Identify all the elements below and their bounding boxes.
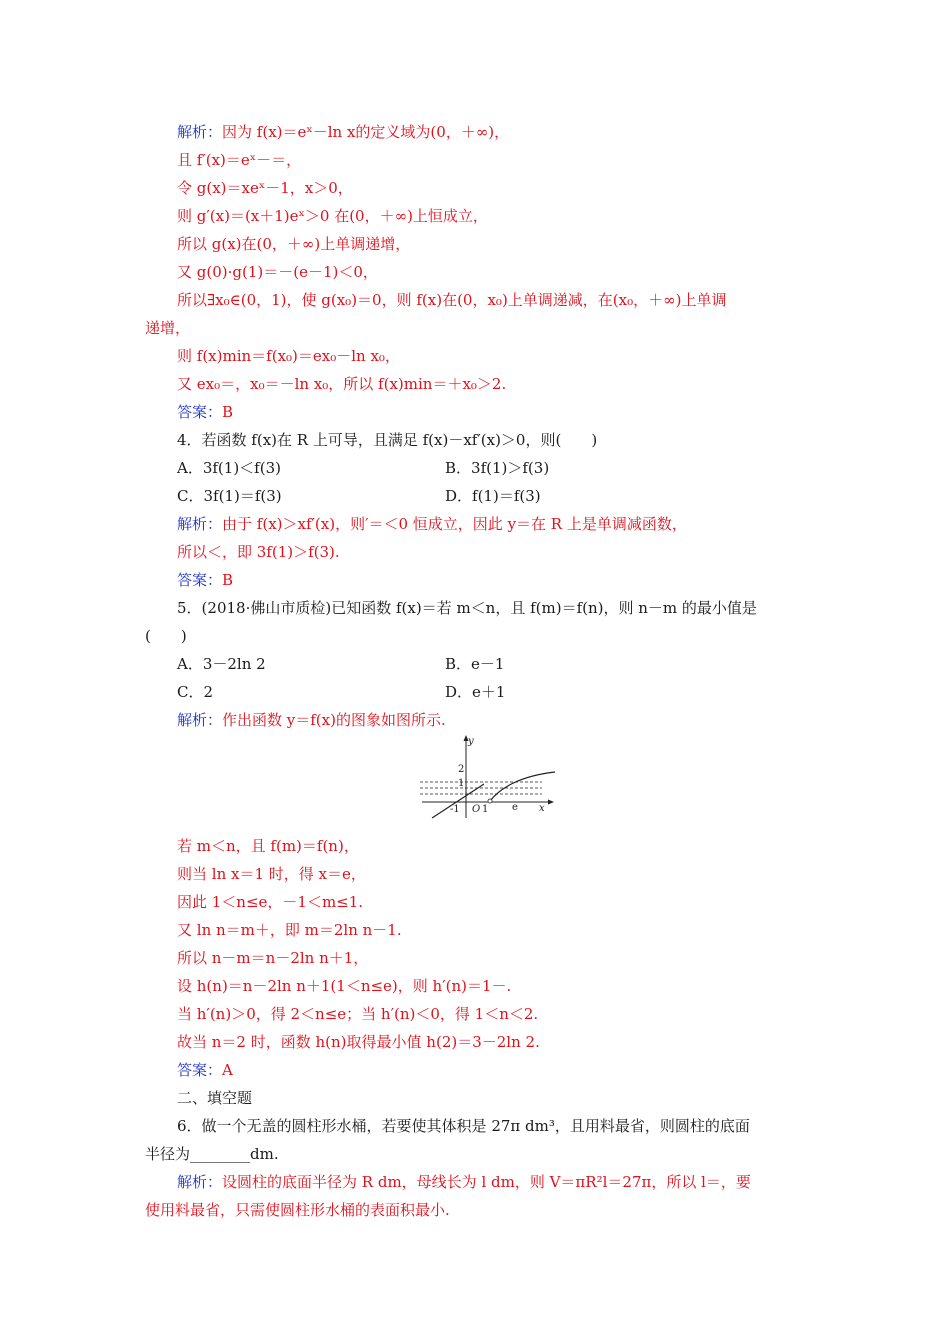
text-line: 则当 ln x＝1 时，得 x＝e，: [177, 865, 366, 883]
tick-1: 1: [458, 778, 465, 789]
text-line: 又 ex₀＝，x₀＝－ln x₀，所以 f(x)min＝＋x₀＞2.: [177, 375, 507, 393]
text-line: ( ): [145, 627, 187, 645]
option-c: C．3f(1)＝f(3): [177, 487, 282, 505]
x-label: x: [539, 803, 545, 814]
answer-label: 答案：: [177, 571, 223, 589]
answer-label: 答案：: [177, 1061, 223, 1079]
text-line: 解析：因为 f(x)＝eˣ－ln x的定义域为(0，＋∞)，: [177, 123, 510, 141]
text-line: 解析：设圆柱的底面半径为 R dm，母线长为 l dm，则 V＝πR²l＝27π，所以 l＝，要: [177, 1173, 751, 1191]
question-6: 6．做一个无盖的圆柱形水桶，若要使其体积是 27π dm³，且用料最省，则圆柱的底面: [177, 1117, 750, 1135]
option-b: B．e－1: [445, 655, 505, 673]
option-b: B．3f(1)＞f(3): [445, 459, 550, 477]
answer-label: 答案：: [177, 403, 223, 421]
text-line: 解析：由于 f(x)＞xf′(x)，则′＝＜0 恒成立，因此 y＝在 R 上是单调减函数，: [177, 515, 687, 533]
text-line: 因此 1＜n≤e，－1＜m≤1.: [177, 893, 364, 911]
text-line: 则 f(x)min＝f(x₀)＝ex₀－ln x₀，: [177, 347, 400, 365]
tick-e: e: [512, 802, 518, 813]
text-line: 所以∃x₀∈(0，1)，使 g(x₀)＝0，则 f(x)在(0，x₀)上单调递减，在(x₀，＋∞)上单调: [177, 291, 727, 309]
text-line: 若 m＜n，且 f(m)＝f(n)，: [177, 837, 359, 855]
option-a: A．3－2ln 2: [177, 655, 266, 673]
question-4: 4．若函数 f(x)在 R 上可导，且满足 f(x)－xf′(x)＞0，则( ): [177, 431, 598, 449]
tick-neg1: -1: [450, 804, 460, 815]
text-line: 所以＜，即 3f(1)＞f(3).: [177, 543, 340, 561]
option-c: C．2: [177, 683, 214, 701]
tick-2: 2: [458, 764, 465, 775]
text-line: 令 g(x)＝xeˣ－1，x＞0，: [177, 179, 353, 197]
text-line: 且 f′(x)＝eˣ－＝，: [177, 151, 302, 169]
option-d: D．e＋1: [445, 683, 506, 701]
analysis-label: 解析：: [177, 711, 223, 729]
text-line: 使用料最省，只需使圆柱形水桶的表面积最小.: [145, 1201, 450, 1219]
option-d: D．f(1)＝f(3): [445, 487, 541, 505]
answer-line: 答案：B: [177, 571, 234, 589]
function-graph: [420, 730, 560, 822]
section-heading: 二、填空题: [177, 1089, 253, 1107]
analysis-label: 解析：: [177, 1173, 223, 1191]
origin-label: O: [472, 804, 481, 815]
log-branch: [490, 772, 555, 801]
text-line: 递增，: [145, 319, 191, 337]
question-5: 5．(2018·佛山市质检)已知函数 f(x)＝若 m＜n，且 f(m)＝f(n)，则 n－m 的最小值是: [177, 599, 757, 617]
text-line: 当 h′(n)＞0，得 2＜n≤e；当 h′(n)＜0，得 1＜n＜2.: [177, 1005, 539, 1023]
y-label: y: [468, 736, 474, 747]
answer-line: 答案：B: [177, 403, 234, 421]
analysis-label: 解析：: [177, 515, 223, 533]
text-line: 故当 n＝2 时，函数 h(n)取得最小值 h(2)＝3－2ln 2.: [177, 1033, 540, 1051]
option-a: A．3f(1)＜f(3): [177, 459, 281, 477]
text-line: 半径为________dm.: [145, 1145, 279, 1163]
text-line: 又 ln n＝m＋，即 m＝2ln n－1.: [177, 921, 402, 939]
tick-x1: 1: [482, 804, 489, 815]
text-line: 所以 g(x)在(0，＋∞)上单调递增，: [177, 235, 411, 253]
x-axis-arrow: [548, 800, 554, 805]
analysis-label: 解析：: [177, 123, 223, 141]
answer-line: 答案：A: [177, 1061, 233, 1079]
text-line: 设 h(n)＝n－2ln n＋1(1＜n≤e)，则 h′(n)＝1－.: [177, 977, 512, 995]
text-line: 解析：作出函数 y＝f(x)的图象如图所示.: [177, 711, 446, 729]
text-line: 则 g′(x)＝(x＋1)eˣ＞0 在(0，＋∞)上恒成立，: [177, 207, 488, 225]
open-point: [488, 799, 492, 803]
text-line: 所以 n－m＝n－2ln n＋1，: [177, 949, 369, 967]
text-line: 又 g(0)·g(1)＝－(e－1)＜0，: [177, 263, 378, 281]
